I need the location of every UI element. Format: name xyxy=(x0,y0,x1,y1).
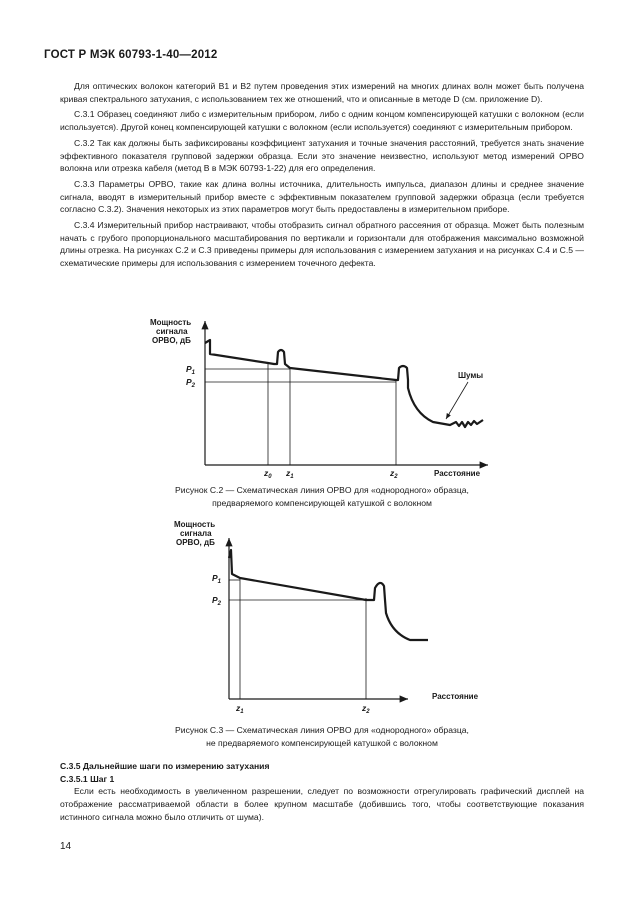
y-axis-label: сигнала xyxy=(156,327,188,336)
z2-label: $z_2$ xyxy=(390,468,398,480)
page-number: 14 xyxy=(60,841,72,852)
document-header: ГОСТ Р МЭК 60793-1-40—2012 xyxy=(44,49,218,61)
figure-c2-diagram xyxy=(150,318,510,483)
section-title: С.3.5 Дальнейшие шаги по измерению затухания xyxy=(60,761,270,771)
y-axis-label: Мощность xyxy=(150,318,192,327)
y-axis-label: OPBO, дБ xyxy=(176,538,215,547)
paragraph: Если есть необходимость в увеличенном разрешении, следует по возможности отрегулировать графический дисплей на отображение рассматриваемой области в более крупном масштабе (добившись того, чтобы соответствующие показания истинного сигнала можно было отличить от шума). xyxy=(60,786,584,822)
section-c35 xyxy=(60,760,584,824)
figure-c2-caption: Рисунок С.2 — Схематическая линия OPBO для «однородного» образца, предваряемого компенсирующей катушкой с волокном xyxy=(175,485,469,508)
p2-label: $P_2$ xyxy=(186,377,196,389)
p2-label: $P_2$ xyxy=(212,595,222,607)
x-axis-label: Расстояние xyxy=(434,469,481,478)
paragraph: С.3.3 Параметры OPBO, такие как длина волны источника, длительность импульса, диапазон длины и среднее значение сигнала, вводят в измерительный прибор вместе с эффективным показателем групповой задержки образца (если требуется согласно С.3.2). Значения некоторых из этих параметров могут быть предоставлены в измерительном приборе. xyxy=(60,178,584,215)
z2-label: $z_2$ xyxy=(362,703,370,715)
backscatter-trace xyxy=(205,340,483,427)
z0-label: $z_0$ xyxy=(264,468,272,480)
p1-label: $P_1$ xyxy=(212,573,222,585)
noise-label: Шумы xyxy=(458,371,484,380)
body-text xyxy=(60,80,584,270)
paragraph: Для оптических волокон категорий B1 и B2 путем проведения этих измерений на многих длинах волн может быть получена кривая спектрального затухания, с использованием тех же отношений, что и описанные в методе D (см. приложение D). xyxy=(60,81,584,104)
figure-c3-diagram xyxy=(150,518,510,718)
z1-label: $z_1$ xyxy=(286,468,294,480)
y-axis-label: Мощность xyxy=(174,520,216,529)
figure-c3-caption: Рисунок С.3 — Схематическая линия OPBO для «однородного» образца, не предваряемого компенсирующей катушкой с волокном xyxy=(175,725,469,748)
paragraph: С.3.2 Так как должны быть зафиксированы коэффициент затухания и точные значения расстояний, требуется знать значение эффективного показателя групповой задержки образца. Если это значение неизвестно, используют метод измерений OPBO волокна или отрезка кабеля (метод B в МЭК 60793-1-22) для его определения. xyxy=(60,137,584,174)
paragraph: С.3.4 Измерительный прибор настраивают, чтобы отобразить сигнал обратного рассеяния от образца. Может быть полезным начать с грубого пропорционального масштабирования по вертикали и горизонтали для отображения максимально возможной длины отрезка. На рисунках С.2 и С.3 приведены примеры для использования с измерением затухания и на рисунках С.4 и С.5 — схематические примеры для использования с измерением точечного дефекта. xyxy=(60,220,584,269)
z1-label: $z_1$ xyxy=(236,703,244,715)
x-axis-label: Расстояние xyxy=(432,692,479,701)
step-title: С.3.5.1 Шаг 1 xyxy=(60,773,115,784)
backscatter-trace xyxy=(229,550,428,640)
p1-label: $P_1$ xyxy=(186,364,196,376)
paragraph: С.3.1 Образец соединяют либо с измерительным прибором, либо с одним концом компенсирующей катушки с волокном (если используется). Другой конец компенсирующей катушки с волокном (если используется) соединяют с измерительным прибором. xyxy=(60,109,584,133)
y-axis-label: OPBO, дБ xyxy=(152,336,191,345)
figure-c3 xyxy=(150,518,510,718)
noise-pointer xyxy=(446,382,468,419)
figure-c2 xyxy=(150,318,510,483)
y-axis-label: сигнала xyxy=(180,529,212,538)
